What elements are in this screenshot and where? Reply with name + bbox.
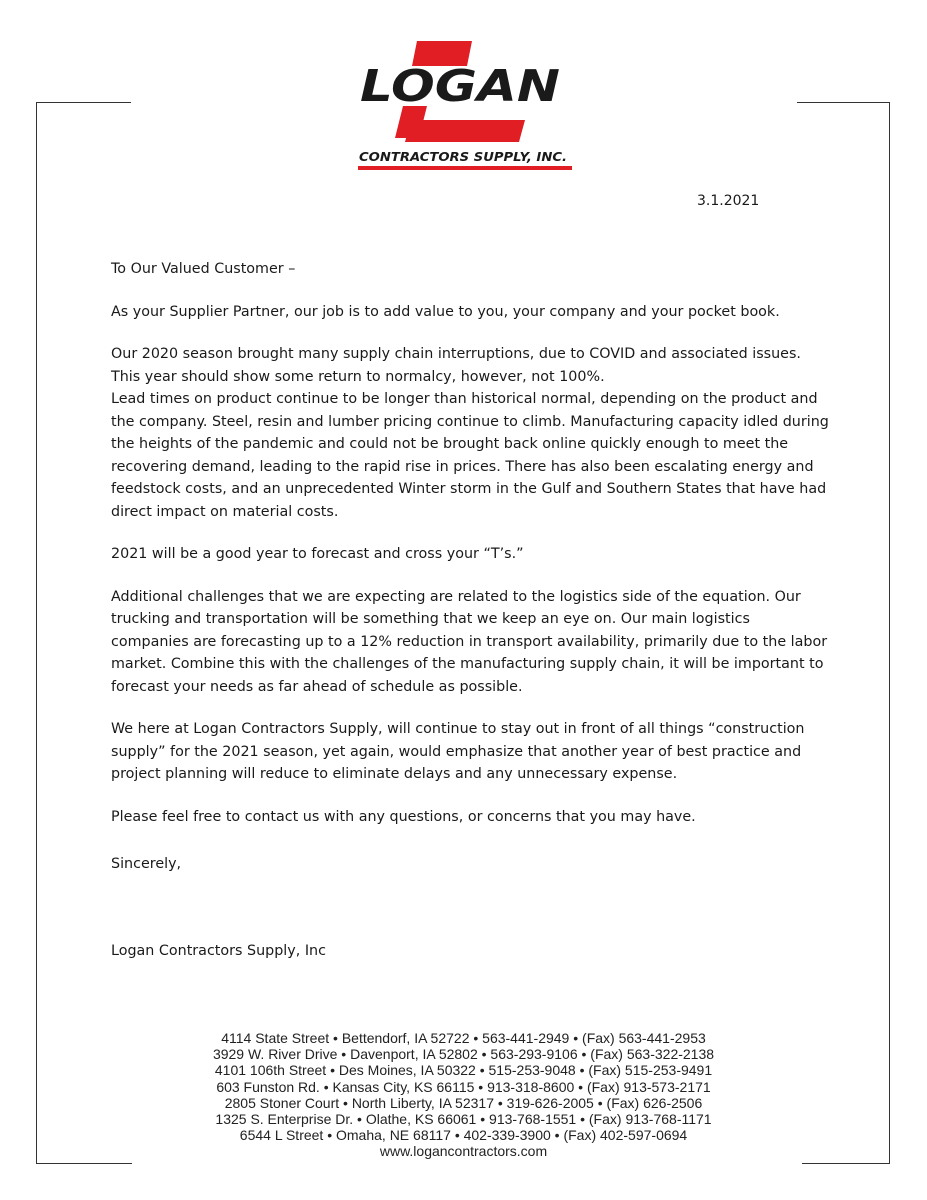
logo-subtitle: CONTRACTORS SUPPLY, INC. [359,149,567,164]
footer-location: 3929 W. River Drive • Davenport, IA 52802 • 563-293-9106 • (Fax) 563-322-2138 [212,1046,715,1063]
paragraph-2b: Lead times on product continue to be longer than historical normal, depending on the product and the company. Steel, resin and lumber pricing continue to climb. Manufacturing capacity idled during the heights of the pandemic and could not be brought back online quickly enough to meet the recovering demand, leading to the rapid rise in prices. There has also been escalating energy and feedstock costs, and an unprecedented Winter storm in the Gulf and Southern States that have had direct impact on material costs. [111,391,829,520]
paragraph-5: We here at Logan Contractors Supply, will continue to stay out in front of all things “construction supply” for the 2021 season, yet again, would emphasize that another year of best practice and project planning will reduce to eliminate delays and any unnecessary expense. [111,721,805,782]
footer-location: 1325 S. Enterprise Dr. • Olathe, KS 66061 • 913-768-1551 • (Fax) 913-768-1171 [215,1111,712,1128]
letter-body [111,258,831,848]
footer-addresses [0,1030,927,1160]
letter-date: 3.1.2021 [697,193,760,209]
paragraph-2a: Our 2020 season brought many supply chain interruptions, due to COVID and associated issues. This year should show some return to normalcy, however, not 100%. [111,346,801,385]
frame-right [889,102,890,1164]
company-logo [355,38,575,173]
footer-website[interactable]: www.logancontractors.com [379,1143,548,1160]
closing: Sincerely, [111,856,182,872]
logo-wordmark: LOGAN [360,61,560,112]
footer-location: 603 Funston Rd. • Kansas City, KS 66115 • 913-318-8600 • (Fax) 913-573-2171 [216,1078,711,1095]
logo-red-bar-bottom [405,120,525,142]
paragraph-6: Please feel free to contact us with any questions, or concerns that you may have. [111,808,696,825]
footer-location: 6544 L Street • Omaha, NE 68117 • 402-339-3900 • (Fax) 402-597-0694 [239,1127,688,1144]
frame-bottom-left [36,1163,132,1164]
frame-top-left [36,102,131,103]
paragraph-3: 2021 will be a good year to forecast and cross your “T’s.” [111,546,524,562]
frame-left [36,102,37,1164]
logo-red-underline [358,166,572,170]
footer-location: 4101 106th Street • Des Moines, IA 50322 • 515-253-9048 • (Fax) 515-253-9491 [214,1062,713,1079]
frame-bottom-right [802,1163,890,1164]
paragraph-1: As your Supplier Partner, our job is to add value to you, your company and your pocket book. [111,303,780,320]
greeting: To Our Valued Customer – [111,261,296,277]
paragraph-4: Additional challenges that we are expecting are related to the logistics side of the equation. Our trucking and transportation will be something that we keep an eye on. Our main logistics companies are forecasting up to a 12% reduction in transport availability, primarily due to the labor market. Combine this with the challenges of the manufacturing supply chain, it will be important to forecast your needs as far ahead of schedule as possible. [111,588,828,695]
footer-location: 4114 State Street • Bettendorf, IA 52722 • 563-441-2949 • (Fax) 563-441-2953 [221,1030,706,1046]
footer-location: 2805 Stoner Court • North Liberty, IA 52317 • 319-626-2005 • (Fax) 626-2506 [224,1094,703,1111]
frame-top-right [797,102,890,103]
signature: Logan Contractors Supply, Inc [111,943,326,959]
